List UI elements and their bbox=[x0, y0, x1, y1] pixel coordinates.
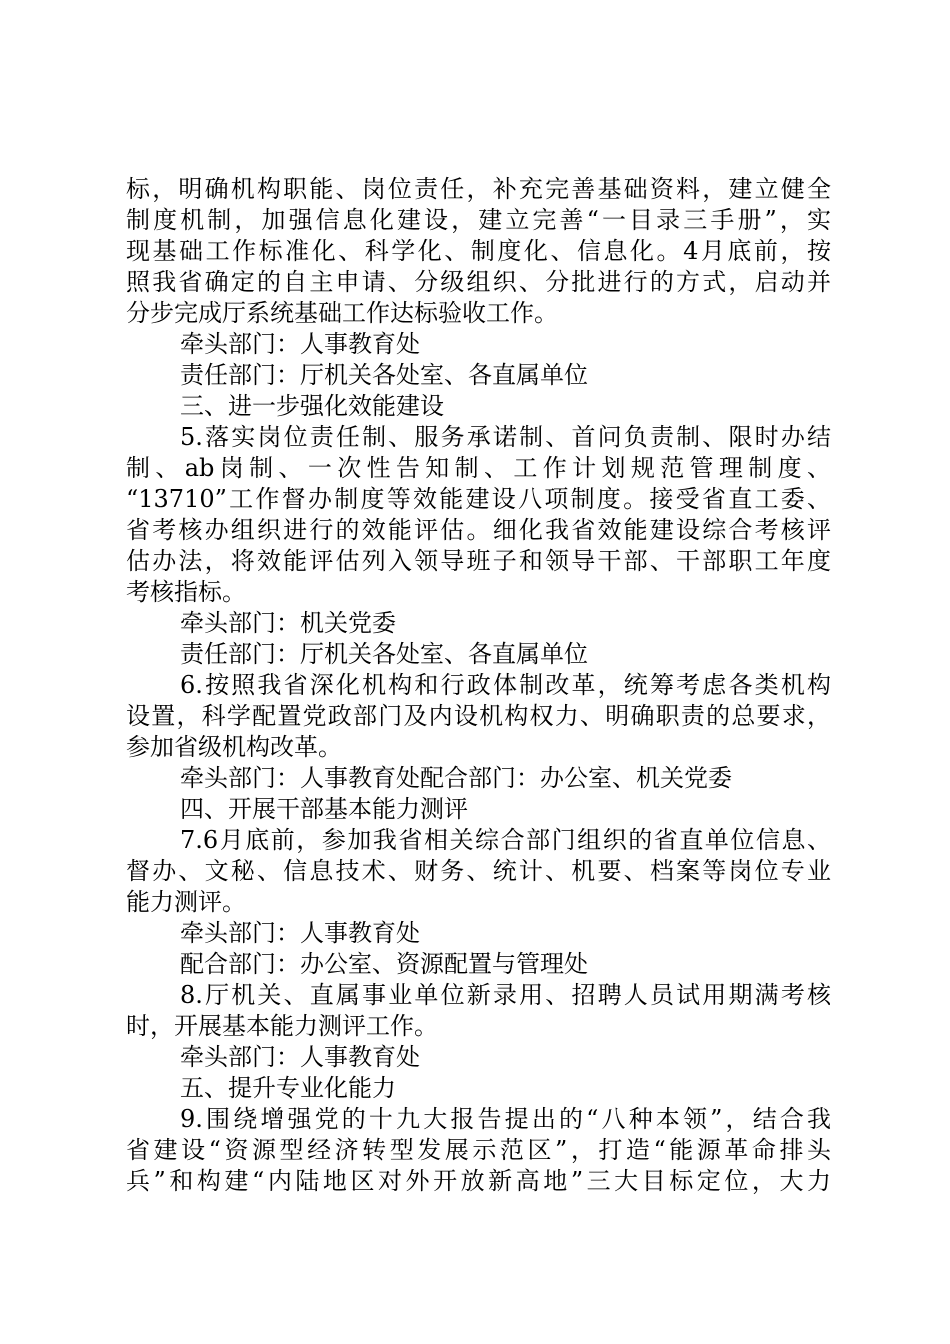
text-line: 6.按照我省深化机构和行政体制改革，统筹考虑各类机构 bbox=[180, 671, 831, 699]
text-line: 设置，科学配置党政部门及内设机构权力、明确职责的总要求， bbox=[126, 702, 831, 730]
text-line: 7.6月底前，参加我省相关综合部门组织的省直单位信息、 bbox=[180, 826, 831, 854]
text-line: 省考核办组织进行的效能评估。细化我省效能建设综合考核评 bbox=[126, 516, 831, 544]
text-line: 督办、文秘、信息技术、财务、统计、机要、档案等岗位专业 bbox=[126, 857, 831, 885]
section-heading: 三、进一步强化效能建设 bbox=[180, 392, 444, 420]
text-line: 照我省确定的自主申请、分级组织、分批进行的方式，启动并 bbox=[126, 268, 831, 296]
text-line: 9.围绕增强党的十九大报告提出的“八种本领”，结合我 bbox=[180, 1105, 831, 1133]
text-line: 分步完成厅系统基础工作达标验收工作。 bbox=[126, 299, 558, 327]
text-line: 能力测评。 bbox=[126, 888, 246, 916]
lead-department: 牵头部门：人事教育处配合部门：办公室、机关党委 bbox=[180, 764, 732, 792]
lead-department: 牵头部门：人事教育处 bbox=[180, 330, 420, 358]
text-line: 制度机制，加强信息化建设，建立完善“一目录三手册”，实 bbox=[126, 206, 831, 234]
text-line: 8.厅机关、直属事业单位新录用、招聘人员试用期满考核 bbox=[180, 981, 831, 1009]
section-heading: 四、开展干部基本能力测评 bbox=[180, 795, 468, 823]
text-line: 现基础工作标准化、科学化、制度化、信息化。4月底前，按 bbox=[126, 237, 831, 265]
text-line: 制、ab岗制、一次性告知制、工作计划规范管理制度、 bbox=[126, 454, 831, 482]
text-line: 兵”和构建“内陆地区对外开放新高地”三大目标定位，大力 bbox=[126, 1167, 831, 1195]
text-line: 时，开展基本能力测评工作。 bbox=[126, 1012, 438, 1040]
responsible-department: 责任部门：厅机关各处室、各直属单位 bbox=[180, 640, 588, 668]
document-body bbox=[126, 174, 831, 1197]
lead-department: 牵头部门：人事教育处 bbox=[180, 1043, 420, 1071]
lead-department: 牵头部门：机关党委 bbox=[180, 609, 396, 637]
section-heading: 五、提升专业化能力 bbox=[180, 1074, 396, 1102]
responsible-department: 责任部门：厅机关各处室、各直属单位 bbox=[180, 361, 588, 389]
text-line: 5.落实岗位责任制、服务承诺制、首问负责制、限时办结 bbox=[180, 423, 831, 451]
text-line: 省建设“资源型经济转型发展示范区”，打造“能源革命排头 bbox=[126, 1136, 831, 1164]
text-line: “13710”工作督办制度等效能建设八项制度。接受省直工委、 bbox=[126, 485, 831, 513]
text-line: 估办法，将效能评估列入领导班子和领导干部、干部职工年度 bbox=[126, 547, 831, 575]
lead-department: 牵头部门：人事教育处 bbox=[180, 919, 420, 947]
text-line: 标，明确机构职能、岗位责任，补充完善基础资料，建立健全 bbox=[126, 175, 831, 203]
text-line: 考核指标。 bbox=[126, 578, 246, 606]
text-line: 参加省级机构改革。 bbox=[126, 733, 342, 761]
cooperating-department: 配合部门：办公室、资源配置与管理处 bbox=[180, 950, 588, 978]
